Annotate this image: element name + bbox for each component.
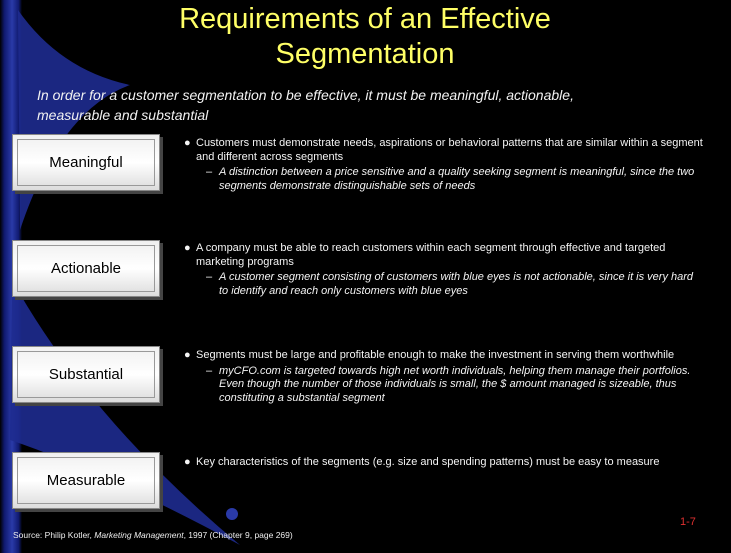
criterion-example-text: A customer segment consisting of customers with blue eyes is not actionable, since it is very hard to identify and reach only customers with blue eyes — [219, 271, 694, 297]
source-book-title: Marketing Management — [94, 530, 184, 540]
criterion-label: Substantial — [48, 366, 124, 383]
criterion-detail-actionable — [184, 242, 704, 298]
criterion-bullet-text: Key characteristics of the segments (e.g. size and spending patterns) must be easy to measure — [196, 456, 660, 468]
slide-title — [80, 2, 650, 72]
criterion-box-substantial — [12, 346, 160, 403]
criterion-example-text: myCFO.com is targeted towards high net worth individuals, helping them manage their portfolios. Even though the number of those individuals is small, the $ amount managed is sizeable, thus constituting a substantial segment — [219, 364, 691, 404]
criterion-detail-meaningful — [184, 137, 704, 193]
criterion-example — [184, 271, 704, 298]
source-suffix: , 1997 (Chapter 9, page 269) — [183, 530, 293, 540]
title-line-2: Segmentation — [275, 38, 455, 70]
criterion-example — [184, 166, 704, 193]
criterion-bullet — [184, 242, 704, 269]
criterion-bullet-text: Segments must be large and profitable enough to make the investment in serving them worthwhile — [196, 349, 675, 361]
slide-subtitle — [37, 85, 697, 125]
criterion-bullet-text: Customers must demonstrate needs, aspirations or behavioral patterns that are similar within a segment and different across segments — [196, 137, 703, 163]
criterion-label: Measurable — [46, 472, 126, 489]
subtitle-line-2: measurable and substantial — [37, 107, 209, 123]
criterion-bullet — [184, 456, 704, 470]
criterion-example — [184, 365, 704, 406]
source-prefix: Source: Philip Kotler, — [13, 530, 95, 540]
subtitle-line-1: In order for a customer segmentation to be effective, it must be meaningful, actionable, — [37, 87, 574, 103]
bullet-icon: ● — [184, 456, 191, 468]
criterion-label: Actionable — [50, 260, 122, 277]
criterion-box-measurable — [12, 452, 160, 509]
dash-icon: – — [206, 166, 213, 178]
criterion-detail-measurable — [184, 456, 704, 470]
criterion-box-meaningful — [12, 134, 160, 191]
criterion-bullet — [184, 349, 704, 363]
source-citation — [13, 530, 293, 540]
criterion-bullet — [184, 137, 704, 164]
dash-icon: – — [206, 364, 213, 377]
bullet-icon: ● — [184, 349, 191, 361]
title-line-1: Requirements of an Effective — [179, 3, 551, 35]
dash-icon: – — [206, 271, 213, 283]
bullet-icon: ● — [184, 137, 191, 149]
criterion-box-actionable — [12, 240, 160, 297]
criterion-label: Meaningful — [49, 154, 123, 171]
criterion-detail-substantial — [184, 349, 704, 405]
bullet-icon: ● — [184, 242, 191, 254]
criterion-example-text: A distinction between a price sensitive and a quality seeking segment is meaningful, since the two segments demonstrate distinguishable sets of needs — [219, 166, 695, 192]
criterion-bullet-text: A company must be able to reach customers within each segment through effective and targeted marketing programs — [196, 242, 666, 268]
page-number: 1-7 — [680, 516, 696, 528]
